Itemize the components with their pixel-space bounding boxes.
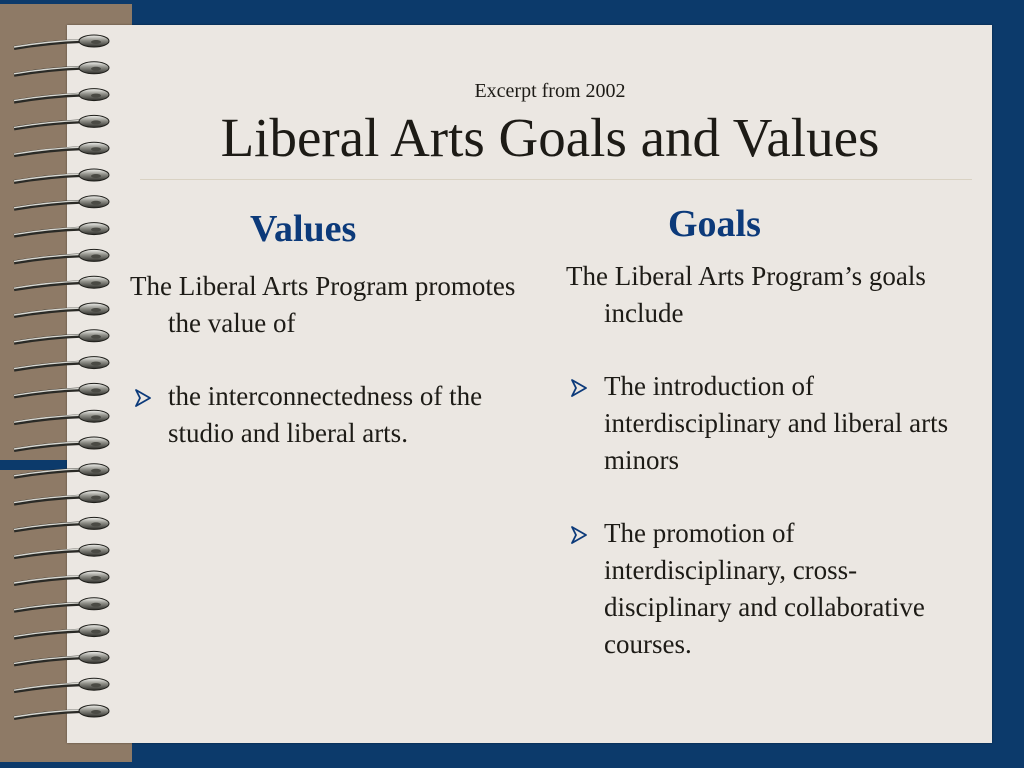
goals-bullet-text-1: The introduction of interdisciplinary and liberal arts minors: [604, 371, 949, 475]
arrow-bullet-icon: [570, 526, 588, 544]
spiral-ring: [14, 169, 109, 182]
spiral-ring: [14, 678, 109, 691]
goals-bullet-2: [566, 515, 961, 663]
spiral-ring: [14, 625, 109, 638]
spiral-ring: [14, 571, 109, 584]
title-divider: [140, 179, 972, 180]
spiral-ring: [14, 705, 109, 718]
spiral-binding-icon: [10, 30, 120, 750]
spiral-ring: [14, 62, 109, 75]
spiral-ring: [14, 544, 109, 557]
spiral-ring: [14, 383, 109, 396]
spiral-ring: [14, 115, 109, 128]
goals-heading: Goals: [668, 203, 761, 245]
values-bullet: [130, 378, 540, 452]
values-column: [130, 268, 540, 452]
values-bullet-text: the interconnectedness of the studio and liberal arts.: [168, 381, 483, 448]
goals-intro: The Liberal Arts Program’s goals include: [566, 261, 926, 328]
spiral-ring: [14, 89, 109, 102]
spiral-ring: [14, 223, 109, 236]
spiral-ring: [14, 35, 109, 48]
spiral-ring: [14, 517, 109, 530]
goals-bullet-1: [566, 368, 961, 479]
arrow-bullet-icon: [570, 379, 588, 397]
spiral-ring: [14, 303, 109, 316]
slide-header: [110, 78, 990, 168]
spiral-ring: [14, 196, 109, 209]
spiral-ring: [14, 330, 109, 343]
spiral-ring: [14, 249, 109, 262]
values-heading: Values: [250, 208, 357, 250]
spiral-ring: [14, 491, 109, 504]
spiral-ring: [14, 357, 109, 370]
goals-column: [566, 258, 961, 663]
arrow-bullet-icon: [134, 389, 152, 407]
slide-subtitle: Excerpt from 2002: [474, 80, 626, 102]
spiral-ring: [14, 410, 109, 423]
spiral-ring: [14, 598, 109, 611]
goals-bullet-text-2: The promotion of interdisciplinary, cross-disciplinary and collaborative courses.: [604, 518, 925, 659]
spiral-ring: [14, 276, 109, 289]
spiral-ring: [14, 437, 109, 450]
slide-title: Liberal Arts Goals and Values: [220, 107, 880, 168]
spiral-ring: [14, 464, 109, 477]
spiral-ring: [14, 651, 109, 664]
spiral-ring: [14, 142, 109, 155]
values-intro: The Liberal Arts Program promotes the value of: [130, 271, 516, 338]
